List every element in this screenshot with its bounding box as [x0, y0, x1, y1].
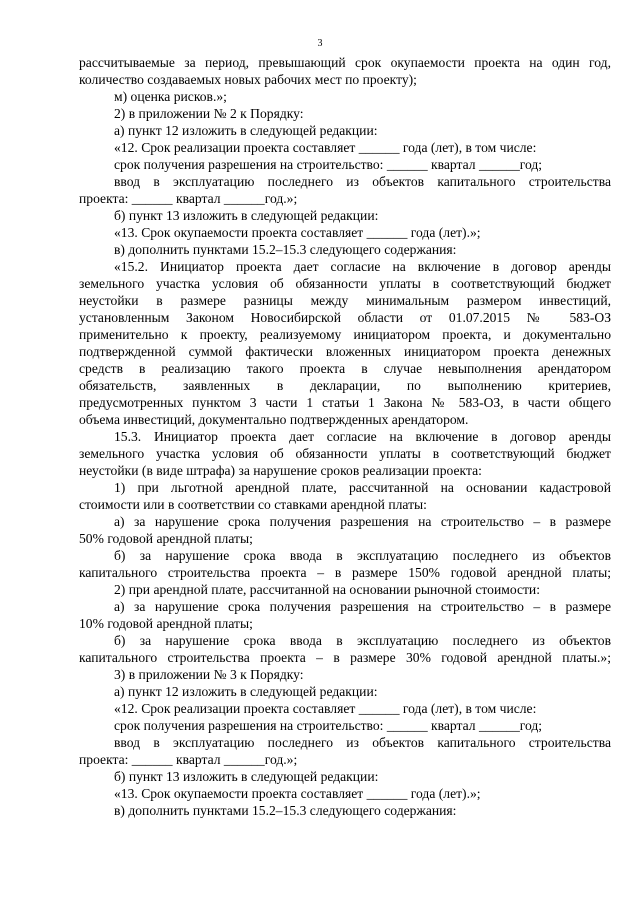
text-line: а) за нарушение срока получения разрешения на строительство – в размере: [114, 599, 611, 614]
page-number: 3: [317, 38, 323, 49]
text-line: капитального строительства проекта – в размере 150% годовой арендной платы;: [79, 565, 611, 580]
text-line: «12. Срок реализации проекта составляет ______ года (лет), в том числе:: [114, 701, 537, 716]
text-line: проекта: ______ квартал ______год.»;: [79, 191, 298, 206]
text-line: а) пункт 12 изложить в следующей редакции:: [114, 684, 378, 699]
text-line: обязательств, заявленных в декларации, по выполнению критериев,: [79, 378, 611, 393]
text-line: 2) при арендной плате, рассчитанной на основании рыночной стоимости:: [114, 582, 540, 597]
text-line: 10% годовой арендной платы;: [79, 616, 253, 631]
text-line: проекта: ______ квартал ______год.»;: [79, 752, 298, 767]
document-body: [79, 54, 611, 819]
text-line: в) дополнить пунктами 15.2–15.3 следующего содержания:: [114, 242, 457, 257]
text-line: б) за нарушение срока ввода в эксплуатацию последнего из объектов: [114, 633, 611, 648]
text-line: установленным Законом Новосибирской области от 01.07.2015 № 583-ОЗ: [79, 310, 611, 325]
text-line: м) оценка рисков.»;: [114, 89, 227, 104]
text-line: «13. Срок окупаемости проекта составляет ______ года (лет).»;: [114, 786, 481, 801]
text-line: «13. Срок окупаемости проекта составляет ______ года (лет).»;: [114, 225, 481, 240]
text-line: рассчитываемые за период, превышающий срок окупаемости проекта на один год,: [79, 55, 611, 70]
text-line: объема инвестиций, документально подтвержденных арендатором.: [79, 412, 469, 427]
text-line: б) за нарушение срока ввода в эксплуатацию последнего из объектов: [114, 548, 611, 563]
text-line: б) пункт 13 изложить в следующей редакции:: [114, 208, 379, 223]
text-line: срок получения разрешения на строительство: ______ квартал ______год;: [114, 157, 543, 172]
text-line: стоимости или в соответствии со ставками арендной платы:: [79, 497, 427, 512]
text-line: ввод в эксплуатацию последнего из объектов капитального строительства: [114, 174, 611, 189]
text-line: а) пункт 12 изложить в следующей редакции:: [114, 123, 378, 138]
text-line: средств в реализацию такого проекта в случае невыполнения арендатором: [79, 361, 611, 376]
text-line: а) за нарушение срока получения разрешения на строительство – в размере: [114, 514, 611, 529]
text-line: неустойки (в виде штрафа) за нарушение сроков реализации проекта:: [79, 463, 482, 478]
text-line: в) дополнить пунктами 15.2–15.3 следующего содержания:: [114, 803, 457, 818]
text-line: б) пункт 13 изложить в следующей редакции:: [114, 769, 379, 784]
text-line: количество создаваемых новых рабочих мест по проекту);: [79, 72, 417, 87]
text-line: ввод в эксплуатацию последнего из объектов капитального строительства: [114, 735, 611, 750]
text-line: «15.2. Инициатор проекта дает согласие на включение в договор аренды: [114, 259, 611, 274]
text-line: земельного участка условия об обязанности уплаты в соответствующий бюджет: [79, 446, 611, 461]
text-line: подтвержденной суммой фактически вложенных инициатором проекта денежных: [79, 344, 611, 359]
text-line: земельного участка условия об обязанности уплаты в соответствующий бюджет: [79, 276, 611, 291]
text-line: капитального строительства проекта – в размере 30% годовой арендной платы.»;: [79, 650, 611, 665]
text-line: 50% годовой арендной платы;: [79, 531, 253, 546]
text-line: «12. Срок реализации проекта составляет ______ года (лет), в том числе:: [114, 140, 537, 155]
text-line: предусмотренных пунктом 3 части 1 статьи 1 Закона № 583-ОЗ, в части общего: [79, 395, 611, 410]
text-line: 15.3. Инициатор проекта дает согласие на включение в договор аренды: [114, 429, 611, 444]
text-line: 1) при льготной арендной плате, рассчитанной на основании кадастровой: [114, 480, 611, 495]
text-line: 2) в приложении № 2 к Порядку:: [114, 106, 304, 121]
text-line: 3) в приложении № 3 к Порядку:: [114, 667, 304, 682]
text-line: неустойки в размере разницы между минимальным размером инвестиций,: [79, 293, 611, 308]
text-line: применительно к проекту, реализуемому инициатором проекта, и документально: [79, 327, 611, 342]
text-line: срок получения разрешения на строительство: ______ квартал ______год;: [114, 718, 543, 733]
